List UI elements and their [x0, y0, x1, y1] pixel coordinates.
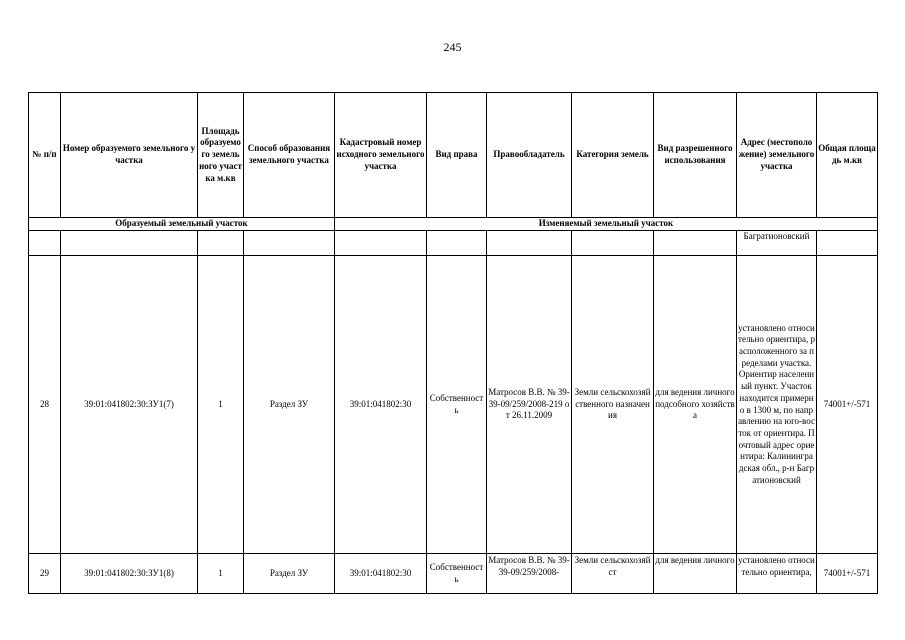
table-cell [427, 231, 487, 256]
table-cell [572, 231, 654, 256]
row-area: 1 [198, 256, 244, 554]
row-holder: Матросов В.В. № 39-39-09/259/2008- [487, 554, 572, 594]
row-address: установлено относительно ориентира, расположенного за пределами участка. Ориентир населенный пункт. Участок находится примерно в 1300 м, по направлению на юго-восток от ориентира. Почтовый адрес ориентира: Калининградская обл., р-н Багратионовский [737, 256, 817, 554]
col-header-method: Способ образования земельного участка [244, 93, 335, 218]
col-header-right-type: Вид права [427, 93, 487, 218]
row-method: Раздел ЗУ [244, 256, 335, 554]
col-header-plot-number: Номер образуемого земельного участка [61, 93, 198, 218]
col-header-num: № п/п [29, 93, 61, 218]
row-permitted-use: для ведения личного подсобного хозяйства [654, 256, 737, 554]
col-header-address: Адрес (местоположение) земельного участка [737, 93, 817, 218]
land-plots-table [28, 92, 878, 594]
row-cadastral: 39:01:041802:30 [335, 554, 427, 594]
col-header-total-area: Общая площадь м.кв [817, 93, 878, 218]
row-permitted-use: для ведения личного [654, 554, 737, 594]
col-header-permitted-use: Вид разрешенного использования [654, 93, 737, 218]
row-num: 28 [29, 256, 61, 554]
row-plot-number: 39:01:041802:30:ЗУ1(7) [61, 256, 198, 554]
row-right-type: Собственность [427, 554, 487, 594]
table-cell [335, 231, 427, 256]
table-row [29, 554, 878, 594]
col-header-category: Категория земель [572, 93, 654, 218]
row-holder: Матросов В.В. № 39-39-09/259/2008-219 от 26.11.2009 [487, 256, 572, 554]
row-category: Земли сельскохозяйст [572, 554, 654, 594]
row-total-area: 74001+/-571 [817, 256, 878, 554]
row-category: Земли сельскохозяйственного назначения [572, 256, 654, 554]
continuation-row [29, 231, 878, 256]
section-left-label: Образуемый земельный участок [29, 218, 335, 231]
table-cell [61, 231, 198, 256]
table-cell [817, 231, 878, 256]
row-num: 29 [29, 554, 61, 594]
table-cell [244, 231, 335, 256]
page-number: 245 [443, 40, 462, 54]
row-area: 1 [198, 554, 244, 594]
col-header-area: Площадь образуемого земельного участка м.кв [198, 93, 244, 218]
row-plot-number: 39:01:041802:30:ЗУ1(8) [61, 554, 198, 594]
continuation-address: Багратионовский [737, 231, 817, 256]
table-cell [487, 231, 572, 256]
table-cell [198, 231, 244, 256]
table-cell [29, 231, 61, 256]
row-total-area: 74001+/-571 [817, 554, 878, 594]
row-cadastral: 39:01:041802:30 [335, 256, 427, 554]
table-cell [654, 231, 737, 256]
section-row [29, 218, 878, 231]
row-address: установлено относительно ориентира, [737, 554, 817, 594]
table-row [29, 256, 878, 554]
col-header-cadastral: Кадастровый номер исходного земельного участка [335, 93, 427, 218]
section-right-label: Изменяемый земельный участок [335, 218, 878, 231]
col-header-holder: Правообладатель [487, 93, 572, 218]
row-right-type: Собственность [427, 256, 487, 554]
row-method: Раздел ЗУ [244, 554, 335, 594]
table-header-row [29, 93, 878, 218]
